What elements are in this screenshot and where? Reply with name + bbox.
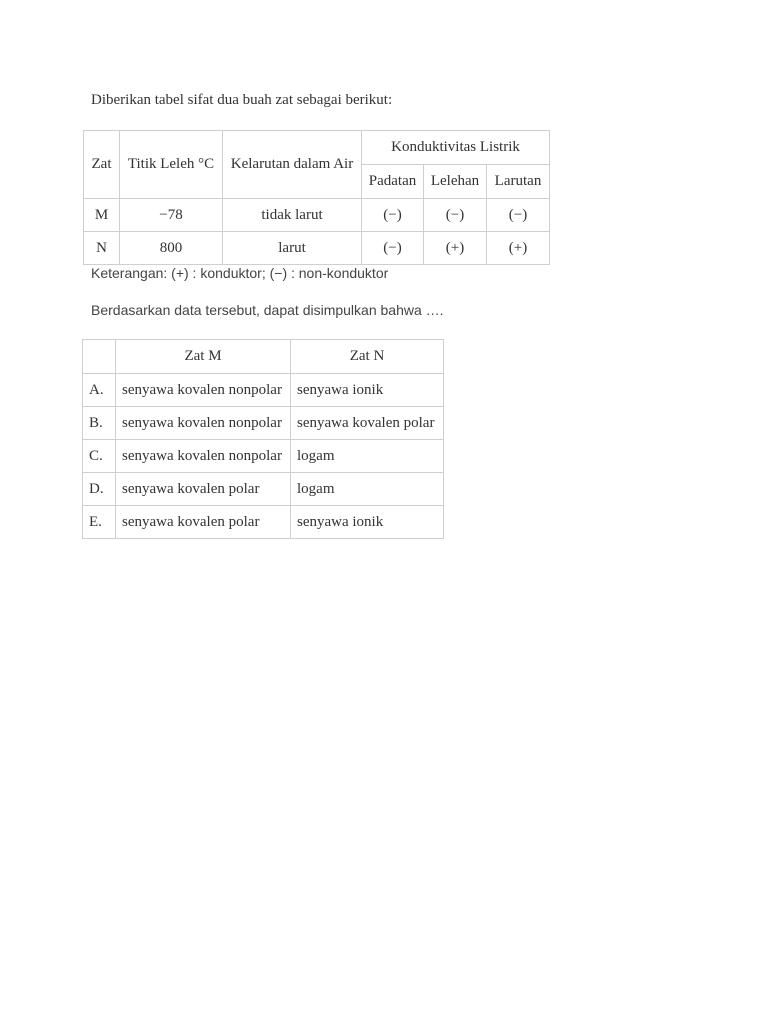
option-row-d[interactable] <box>83 473 444 506</box>
header-kelarutan: Kelarutan dalam Air <box>223 131 362 199</box>
option-zat-n: senyawa kovalen polar <box>291 407 444 440</box>
header-titik-leleh: Titik Leleh °C <box>120 131 223 199</box>
option-zat-m: senyawa kovalen nonpolar <box>116 440 291 473</box>
cell-titik-leleh: 800 <box>120 232 223 265</box>
intro-text: Diberikan tabel sifat dua buah zat sebagai berikut: <box>91 92 393 108</box>
cell-larutan: (−) <box>487 199 550 232</box>
option-zat-n: senyawa ionik <box>291 506 444 539</box>
option-letter: B. <box>83 407 116 440</box>
header-konduktivitas: Konduktivitas Listrik <box>362 131 550 165</box>
option-letter: E. <box>83 506 116 539</box>
header-zat-m: Zat M <box>116 340 291 374</box>
header-zat-n: Zat N <box>291 340 444 374</box>
answer-options-table <box>82 339 444 539</box>
header-larutan: Larutan <box>487 165 550 199</box>
cell-lelehan: (−) <box>424 199 487 232</box>
option-zat-n: logam <box>291 473 444 506</box>
cell-larutan: (+) <box>487 232 550 265</box>
table-row <box>84 199 550 232</box>
option-row-e[interactable] <box>83 506 444 539</box>
option-letter: C. <box>83 440 116 473</box>
option-zat-m: senyawa kovalen polar <box>116 506 291 539</box>
table-header-row <box>84 131 550 165</box>
cell-kelarutan: tidak larut <box>223 199 362 232</box>
cell-titik-leleh: −78 <box>120 199 223 232</box>
option-row-a[interactable] <box>83 374 444 407</box>
properties-table <box>83 130 550 265</box>
table-header-row <box>83 340 444 374</box>
header-blank <box>83 340 116 374</box>
option-zat-n: logam <box>291 440 444 473</box>
legend-note: Keterangan: (+) : konduktor; (−) : non-konduktor <box>91 265 389 281</box>
option-letter: D. <box>83 473 116 506</box>
option-zat-m: senyawa kovalen polar <box>116 473 291 506</box>
header-padatan: Padatan <box>362 165 424 199</box>
option-letter: A. <box>83 374 116 407</box>
option-zat-m: senyawa kovalen nonpolar <box>116 374 291 407</box>
cell-padatan: (−) <box>362 232 424 265</box>
cell-zat: M <box>84 199 120 232</box>
cell-lelehan: (+) <box>424 232 487 265</box>
header-zat: Zat <box>84 131 120 199</box>
cell-zat: N <box>84 232 120 265</box>
option-row-b[interactable] <box>83 407 444 440</box>
option-zat-m: senyawa kovalen nonpolar <box>116 407 291 440</box>
option-zat-n: senyawa ionik <box>291 374 444 407</box>
option-row-c[interactable] <box>83 440 444 473</box>
cell-padatan: (−) <box>362 199 424 232</box>
header-lelehan: Lelehan <box>424 165 487 199</box>
table-row <box>84 232 550 265</box>
question-text: Berdasarkan data tersebut, dapat disimpulkan bahwa …. <box>91 302 444 318</box>
cell-kelarutan: larut <box>223 232 362 265</box>
